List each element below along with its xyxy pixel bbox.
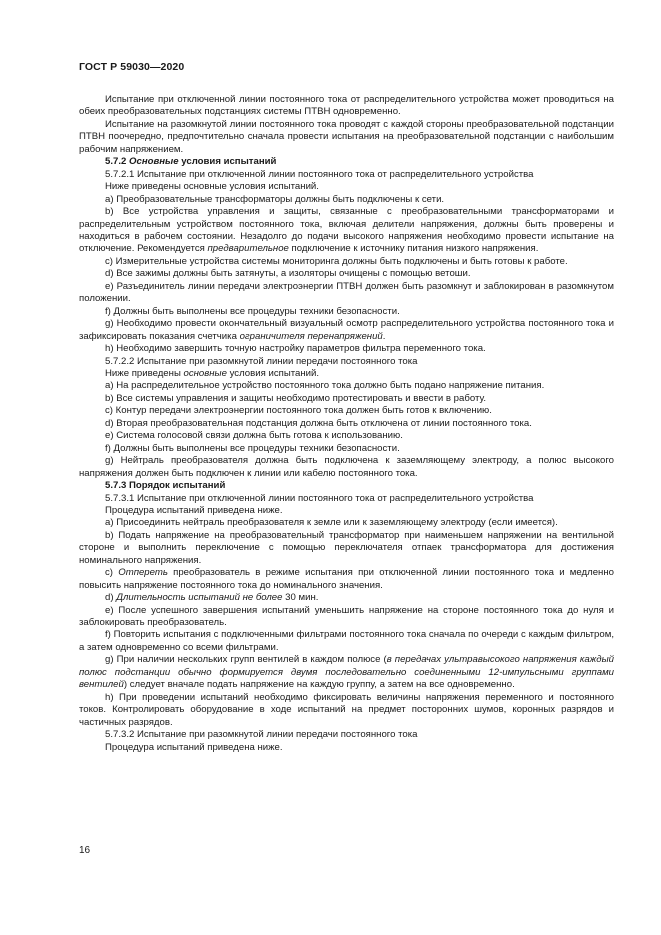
paragraph: 5.7.3.2 Испытание при разомкнутой линии передачи постоянного тока — [105, 729, 418, 741]
paragraph: a) На распределительное устройство постоянного тока должно быть подано напряжение питания. — [105, 380, 545, 392]
paragraph-text: . — [382, 330, 386, 342]
italic-term: основные — [183, 367, 227, 379]
paragraph: h) Необходимо завершить точную настройку параметров фильтра переменного тока. — [105, 343, 486, 355]
paragraph: f) Должны быть выполнены все процедуры техники безопасности. — [105, 442, 400, 454]
paragraph: Процедура испытаний приведена ниже. — [105, 741, 283, 753]
paragraph: 5.7.3.1 Испытание при отключенной линии постоянного тока от распределительного устройства — [105, 492, 534, 504]
paragraph-text: условия испытаний — [178, 156, 277, 168]
paragraph-text: условия испытаний. — [226, 367, 320, 379]
paragraph: g) Нейтраль преобразователя должна быть подключена к заземляющему электроду, а полюс высокого напряжения должен быть подключен к линии или кабелю постоянного тока. — [79, 455, 614, 479]
paragraph-text: b) Все устройства управления и защиты, связанные с преобразовательными трансформаторами и распределительным устройством постоянного тока, включая делители напряжения, должны быть проверены и находиться в рабочем состоянии. Незадолго до подачи высокого напряжения необходимо провести испытание на отключение. Рекомендуется — [79, 206, 614, 255]
section-heading — [79, 156, 614, 168]
paragraph: c) Измерительные устройства системы мониторинга должны быть подключены и быть готовы к работе. — [105, 255, 568, 267]
paragraph: 5.7.2.2 Испытание при разомкнутой линии передачи постоянного тока — [105, 355, 418, 367]
paragraph — [79, 318, 614, 343]
paragraph: a) Присоединить нейтраль преобразователя к земле или к заземляющему электроду (если имеется). — [105, 517, 558, 529]
paragraph: d) Все зажимы должны быть затянуты, а изоляторы очищены с помощью ветоши. — [105, 268, 471, 280]
paragraph — [79, 567, 614, 592]
paragraph: f) Повторить испытания с подключенными фильтрами постоянного тока сначала по очереди с каждым фильтром, а затем одновременно со всеми фильтрами. — [79, 629, 614, 653]
italic-term: в передачах ультравысокого напряжения каждый полюс подстанции обычно формируется двумя последовательно соединенными 12-импульсными группами вентилей — [79, 654, 614, 691]
document-body — [79, 94, 614, 754]
paragraph — [79, 592, 614, 604]
paragraph: Испытание на разомкнутой линии постоянного тока проводят с каждой стороны преобразовательной подстанции ПТВН поочередно, предпочтительно сначала провести испытания на преобразовательной подстанции с наибольшим рабочим напряжением. — [79, 118, 614, 155]
paragraph: f) Должны быть выполнены все процедуры техники безопасности. — [105, 305, 400, 317]
paragraph: c) Контур передачи электроэнергии постоянного тока должен быть готов к включению. — [105, 405, 492, 417]
paragraph: e) Система голосовой связи должна быть готова к использованию. — [105, 430, 403, 442]
paragraph: e) После успешного завершения испытаний уменьшить напряжение на стороне постоянного тока до нуля и заблокировать преобразователь. — [79, 604, 614, 629]
paragraph-text: преобразователь в режиме испытания при отключенной линии постоянного тока и медленно повысить напряжение постоянного тока до номинального значения. — [79, 567, 614, 591]
paragraph: b) Подать напряжение на преобразовательный трансформатор при наименьшем напряжении на вентильной стороне и выполнить переключение с помощью переключателя отпаек трансформатора для достижения номинального напряжения. — [79, 529, 614, 566]
paragraph — [79, 654, 614, 691]
paragraph-text: Ниже приведены — [105, 367, 184, 379]
italic-term: ограничителя перенапряжений — [239, 330, 383, 342]
page-number: 16 — [79, 845, 91, 856]
italic-term: Основные — [129, 156, 179, 168]
paragraph-text: 30 мин. — [282, 592, 319, 604]
document-header: ГОСТ Р 59030—2020 — [79, 61, 185, 73]
paragraph: a) Преобразовательные трансформаторы должны быть подключены к сети. — [105, 193, 445, 205]
paragraph: h) При проведении испытаний необходимо фиксировать величины напряжения переменного и постоянного токов. Контролировать оборудование в ходе испытаний на предмет посторонних шумов, коронных разрядов и частичных разрядов. — [79, 691, 614, 728]
italic-term: Длительность испытаний не более — [116, 592, 283, 604]
paragraph: 5.7.2.1 Испытание при отключенной линии постоянного тока от распределительного устройства — [105, 168, 534, 180]
paragraph: e) Разъединитель линии передачи электроэнергии ПТВН должен быть разомкнут и заблокирован в разомкнутом положении. — [79, 280, 614, 305]
paragraph-text: g) При наличии нескольких групп вентилей в каждом полюсе ( — [105, 654, 387, 666]
paragraph-text: 5.7.2 — [105, 156, 130, 168]
italic-term: предварительное — [207, 243, 289, 255]
italic-term: Отпереть — [118, 567, 168, 579]
paragraph: d) Вторая преобразовательная подстанция должна быть отключена от линии постоянного тока. — [105, 417, 532, 429]
paragraph-text: d) — [105, 592, 117, 604]
paragraph-text: c) — [105, 567, 119, 579]
paragraph — [79, 206, 614, 256]
paragraph: Испытание при отключенной линии постоянного тока от распределительного устройства может проводиться на обеих преобразовательных подстанциях системы ПТВН одновременно. — [79, 94, 614, 118]
paragraph: Процедура испытаний приведена ниже. — [105, 504, 283, 516]
paragraph-text: g) Необходимо провести окончательный визуальный осмотр распределительного устройства постоянного тока и зафиксировать показания счетчика — [79, 318, 614, 342]
section-heading: 5.7.3 Порядок испытаний — [105, 480, 226, 492]
paragraph: Ниже приведены основные условия испытаний. — [105, 181, 319, 193]
paragraph-text: подключение к источнику питания низкого напряжения. — [288, 243, 539, 255]
paragraph: b) Все системы управления и защиты необходимо протестировать и ввести в работу. — [105, 392, 486, 404]
paragraph-text: ) следует вначале подать напряжение на каждую группу, а затем на все одновременно. — [123, 679, 515, 691]
paragraph — [79, 368, 614, 380]
